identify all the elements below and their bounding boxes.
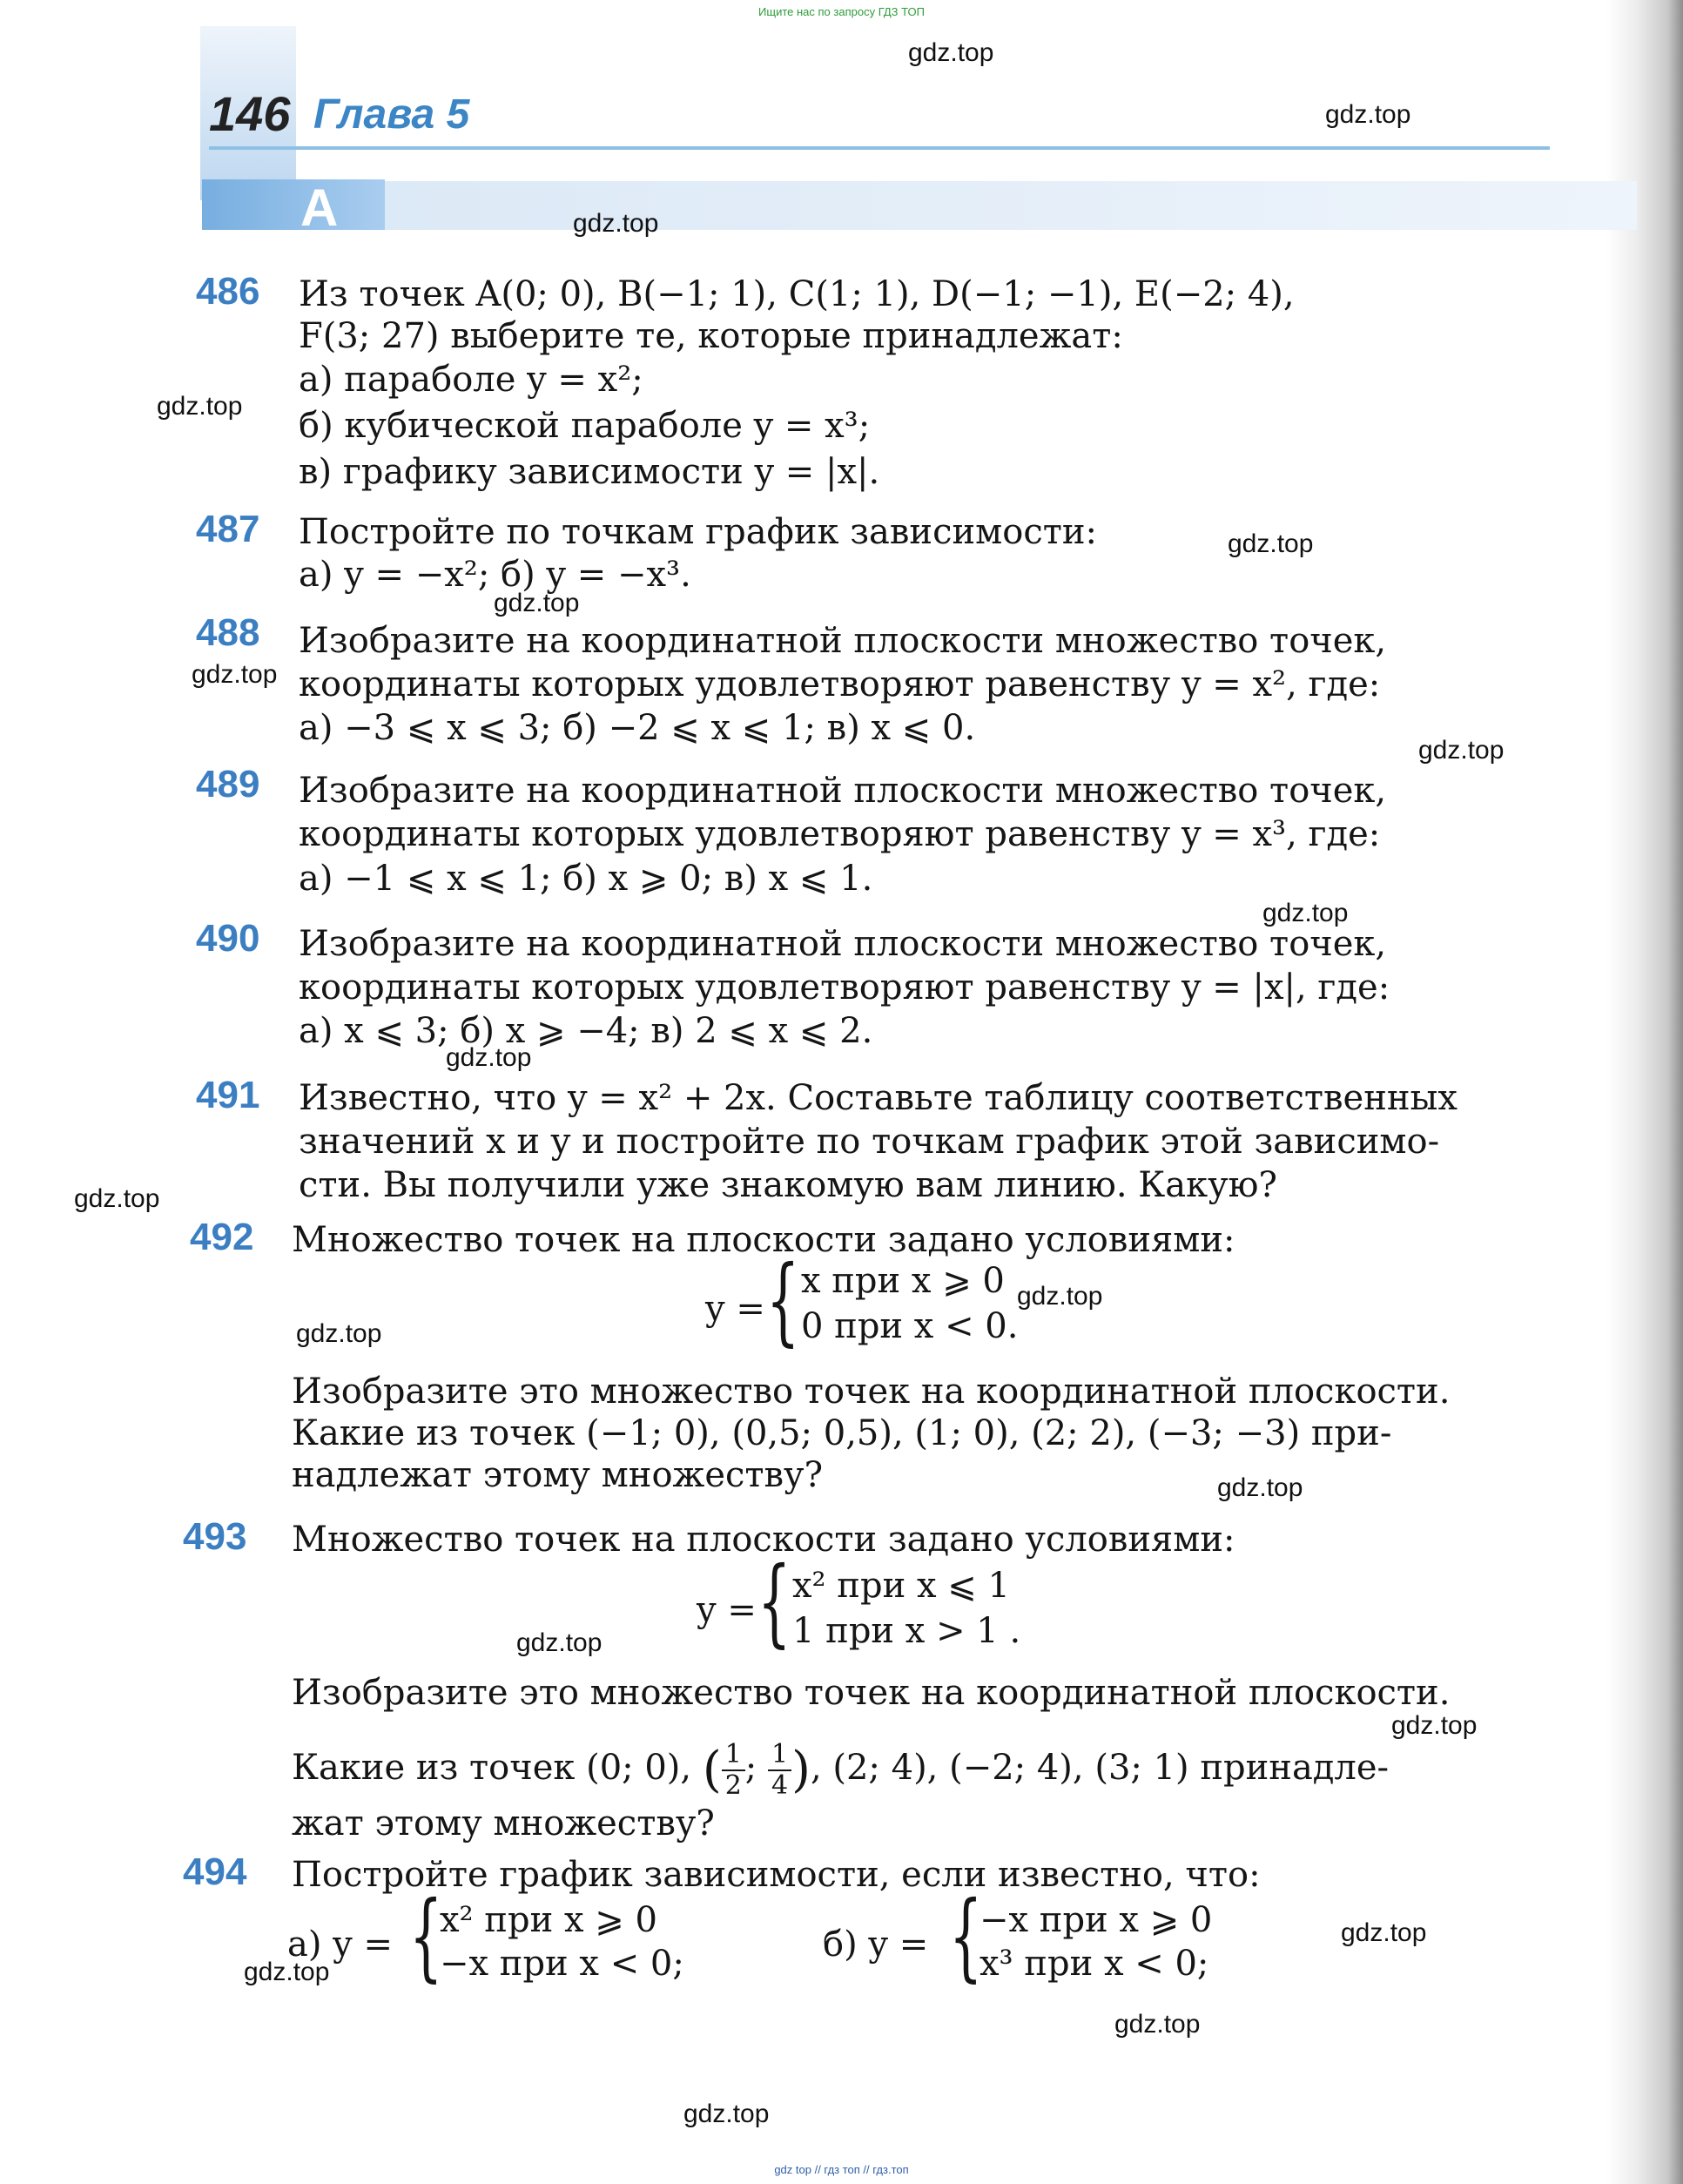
system-brace: { xyxy=(766,1244,800,1356)
watermark: gdz.top xyxy=(1114,2010,1201,2039)
problem-text: Постройте по точкам график зависимости: xyxy=(299,512,1098,552)
problem-text: Какие из точек (−1; 0), (0,5; 0,5), (1; 0), (2; 2), (−3; −3) при- xyxy=(292,1413,1392,1453)
problem-text: Изобразите на координатной плоскости множество точек, xyxy=(299,621,1387,661)
watermark: gdz.top xyxy=(74,1184,160,1213)
watermark: gdz.top xyxy=(1217,1473,1303,1502)
watermark: gdz.top xyxy=(683,2100,770,2128)
page-number: 146 xyxy=(209,86,291,141)
watermark: gdz.top xyxy=(296,1319,382,1348)
system-line: x при x ⩾ 0 xyxy=(801,1261,1005,1301)
watermark: gdz.top xyxy=(1418,736,1505,765)
problem-text: Какие из точек (0; 0), ( $\frac{1}{2}$ ; $\frac{1}{4}$ ), (2; 4), (−2; 4), (3; 1) принадле- xyxy=(292,1739,1390,1801)
watermark: gdz.top xyxy=(1391,1711,1478,1740)
system-label: а) y = xyxy=(287,1924,393,1965)
problem-number: 493 xyxy=(183,1515,247,1558)
problem-option: а) −1 ⩽ x ⩽ 1; б) x ⩾ 0; в) x ⩽ 1. xyxy=(299,859,873,899)
problem-number: 490 xyxy=(196,917,260,960)
paren: ( xyxy=(702,1742,722,1798)
problem-option: а) параболе y = x²; xyxy=(299,360,643,400)
problem-text: координаты которых удовлетворяют равенству y = |x|, где: xyxy=(299,967,1390,1008)
page-edge-shadow xyxy=(1606,0,1683,2184)
problem-option: а) x ⩽ 3; б) x ⩾ −4; в) 2 ⩽ x ⩽ 2. xyxy=(299,1011,873,1051)
system-y: y = xyxy=(697,1590,757,1630)
watermark: gdz.top xyxy=(1341,1918,1427,1947)
watermark: gdz.top xyxy=(1325,100,1411,129)
problem-text: Множество точек на плоскости задано условиями: xyxy=(292,1220,1235,1260)
watermark: gdz.top xyxy=(244,1958,330,1986)
paren: ) xyxy=(791,1742,811,1798)
watermark: gdz.top xyxy=(446,1043,532,1072)
system-brace: { xyxy=(949,1880,983,1992)
problem-text: Постройте график зависимости, если известно, что: xyxy=(292,1855,1261,1895)
watermark: gdz.top xyxy=(1262,899,1349,927)
chapter-title: Глава 5 xyxy=(313,91,470,138)
watermark: gdz.top xyxy=(1017,1282,1103,1311)
system-line: 1 при x > 1 . xyxy=(792,1611,1021,1651)
watermark: gdz.top xyxy=(516,1628,603,1657)
system-y: y = xyxy=(705,1289,765,1329)
problem-text: F(3; 27) выберите те, которые принадлежат: xyxy=(299,316,1123,356)
system-line: x² при x ⩽ 1 xyxy=(792,1566,1010,1606)
problem-text: надлежат этому множеству? xyxy=(292,1455,824,1495)
problem-option: а) −3 ⩽ x ⩽ 3; б) −2 ⩽ x ⩽ 1; в) x ⩽ 0. xyxy=(299,708,976,748)
watermark: gdz.top xyxy=(494,589,580,617)
system-line: x² при x ⩾ 0 xyxy=(440,1900,657,1940)
system-line: −x при x < 0; xyxy=(440,1944,684,1984)
fraction: $\frac{1}{2}$ xyxy=(722,1740,745,1801)
problem-number: 488 xyxy=(196,611,260,654)
problem-text: координаты которых удовлетворяют равенству y = x³, где: xyxy=(299,814,1381,854)
fraction: $\frac{1}{4}$ xyxy=(768,1740,791,1801)
system-brace: { xyxy=(757,1546,791,1657)
header-rule xyxy=(209,146,1550,150)
problem-text: Из точек A(0; 0), B(−1; 1), C(1; 1), D(−1; −1), E(−2; 4), xyxy=(299,274,1295,314)
problem-text: Известно, что y = x² + 2x. Составьте таблицу соответственных xyxy=(299,1078,1457,1118)
problem-text: Изобразите это множество точек на координатной плоскости. xyxy=(292,1372,1451,1412)
problem-text: Множество точек на плоскости задано условиями: xyxy=(292,1520,1235,1560)
problem-number: 492 xyxy=(190,1216,254,1258)
top-note: Ищите нас по запросу ГДЗ ТОП xyxy=(758,5,925,18)
section-badge xyxy=(202,179,385,230)
watermark: gdz.top xyxy=(908,38,994,67)
system-label: б) y = xyxy=(823,1924,929,1965)
problem-number: 487 xyxy=(196,508,260,550)
watermark: gdz.top xyxy=(1228,529,1314,558)
problem-option: а) y = −x²; б) y = −x³. xyxy=(299,555,691,595)
system-brace: { xyxy=(409,1880,443,1992)
watermark: gdz.top xyxy=(573,209,659,238)
problem-text: сти. Вы получили уже знакомую вам линию. Какую? xyxy=(299,1165,1277,1205)
problem-text: значений x и y и постройте по точкам график этой зависимо- xyxy=(299,1122,1440,1162)
problem-text: Изобразите это множество точек на координатной плоскости. xyxy=(292,1673,1451,1713)
problem-text: жат этому множеству? xyxy=(292,1803,715,1844)
problem-option: б) кубической параболе y = x³; xyxy=(299,406,871,446)
text-part: Какие из точек (0; 0), xyxy=(292,1748,692,1788)
system-line: 0 при x < 0. xyxy=(801,1306,1019,1346)
bottom-note: gdz top // гдз топ // гдз.топ xyxy=(774,2163,909,2176)
problem-text: Изобразите на координатной плоскости множество точек, xyxy=(299,924,1387,964)
problem-number: 494 xyxy=(183,1850,247,1893)
problem-text: координаты которых удовлетворяют равенству y = x², где: xyxy=(299,664,1381,704)
problem-number: 489 xyxy=(196,763,260,806)
problem-option: в) графику зависимости y = |x|. xyxy=(299,452,880,492)
section-letter: A xyxy=(300,179,339,237)
system-line: x³ при x < 0; xyxy=(980,1944,1209,1984)
problem-number: 491 xyxy=(196,1074,260,1116)
system-line: −x при x ⩾ 0 xyxy=(980,1900,1213,1940)
text-part: , (2; 4), (−2; 4), (3; 1) принадле- xyxy=(810,1748,1390,1788)
watermark: gdz.top xyxy=(192,660,278,689)
watermark: gdz.top xyxy=(157,392,243,421)
problem-text: Изобразите на координатной плоскости множество точек, xyxy=(299,771,1387,811)
problem-number: 486 xyxy=(196,270,260,313)
section-band xyxy=(383,181,1637,230)
